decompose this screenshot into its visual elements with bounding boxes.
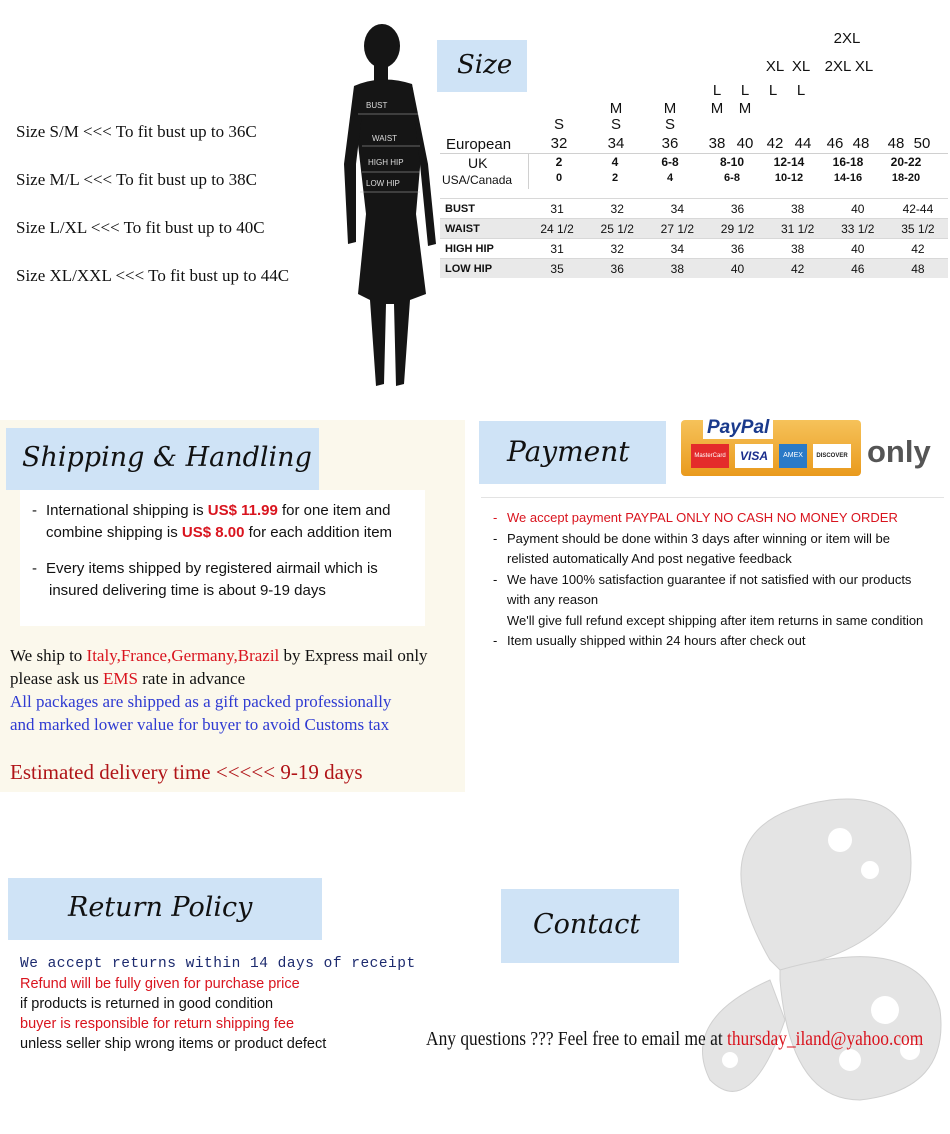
return-title: Return Policy <box>68 892 253 923</box>
return-line: if products is returned in good condition <box>20 996 274 1012</box>
contact-email-link[interactable]: thursday_iland@yahoo.com <box>727 1028 924 1050</box>
return-line: unless seller ship wrong items or product defect <box>20 1036 327 1052</box>
gift-line-2: and marked lower value for buyer to avoid Customs tax <box>10 715 390 734</box>
table-cell: 27 1/2 <box>647 219 707 239</box>
uk-size: 12-14 <box>773 155 805 169</box>
us-size: 6-8 <box>724 172 740 184</box>
payment-terms-box <box>481 497 944 652</box>
discover-icon: DISCOVER <box>813 444 851 468</box>
table-cell: 48 <box>888 259 948 279</box>
size-letter: XL <box>854 58 874 75</box>
table-cell: 36 <box>587 259 647 279</box>
contact-title-box <box>501 889 679 963</box>
size-letter: L <box>796 82 806 99</box>
payment-term: - We have 100% satisfaction guarantee if not satisfied with our products with any reason We'll give full refund except shipping after item returns in same condition <box>489 570 923 632</box>
uk-size: 16-18 <box>832 155 864 169</box>
size-letter: M <box>738 100 752 117</box>
table-cell: 42-44 <box>888 199 948 219</box>
table-cell: 35 <box>527 259 587 279</box>
price-additional-item: US$ 8.00 <box>181 524 245 541</box>
table-cell: 38 <box>647 259 707 279</box>
body-silhouette <box>340 14 450 399</box>
shipping-title: Shipping & Handling <box>22 442 312 473</box>
return-line: buyer is responsible for return shipping fee <box>20 1016 295 1032</box>
table-cell: 34 <box>647 199 707 219</box>
measurement-table <box>440 198 948 278</box>
us-size: 18-20 <box>891 172 921 184</box>
return-title-box <box>8 878 322 940</box>
table-row <box>440 239 948 259</box>
payment-title-box <box>479 421 666 484</box>
size-title: Size <box>457 50 513 80</box>
figure-label-waist: WAIST <box>372 134 398 143</box>
size-letter: S <box>553 116 564 133</box>
size-letter: 2XL <box>824 58 852 75</box>
payment-term: - Payment should be done within 3 days after winning or item will be relisted automatically And post negative feedback <box>489 529 923 570</box>
eu-size: 42 <box>766 135 784 152</box>
table-cell: 33 1/2 <box>828 219 888 239</box>
paypal-badge <box>681 417 861 476</box>
table-row <box>440 199 948 219</box>
table-cell: 38 <box>768 199 828 219</box>
contact-line: Any questions ??? Feel free to email me at thursday_iland@yahoo.com <box>426 1028 924 1050</box>
delivery-estimate: Estimated delivery time <<<<< 9-19 days <box>10 760 363 784</box>
mastercard-icon: MasterCard <box>691 444 729 468</box>
eu-size: 38 <box>708 135 726 152</box>
fit-line: Size S/M <<< To fit bust up to 36C <box>16 122 257 141</box>
eu-size: 34 <box>607 135 625 152</box>
airmail-line: - Every items shipped by registered airmail which is insured delivering time is about 9-19 days <box>28 558 392 602</box>
express-info <box>10 644 428 736</box>
contact-title: Contact <box>533 909 641 940</box>
size-letter: L <box>740 82 750 99</box>
table-cell: 46 <box>828 259 888 279</box>
return-terms <box>20 954 416 1054</box>
eu-size: 50 <box>913 135 931 152</box>
size-letter: M <box>609 100 623 117</box>
table-cell: 34 <box>647 239 707 259</box>
table-cell: 40 <box>828 239 888 259</box>
eu-size: 44 <box>794 135 812 152</box>
fit-line: Size M/L <<< To fit bust up to 38C <box>16 170 258 189</box>
size-letter: XL <box>765 58 785 75</box>
table-cell: 40 <box>828 199 888 219</box>
paypal-logo: PayPal <box>703 417 773 439</box>
table-cell: 42 <box>768 259 828 279</box>
size-letter: 2XL <box>833 30 861 47</box>
size-letter: S <box>610 116 621 133</box>
eu-size: 48 <box>887 135 905 152</box>
eu-size: 46 <box>826 135 844 152</box>
paypal-only: only <box>867 434 931 469</box>
table-row <box>440 259 948 279</box>
size-letter: L <box>768 82 778 99</box>
payment-term: - We accept payment PAYPAL ONLY NO CASH NO MONEY ORDER <box>489 508 923 529</box>
table-row <box>440 219 948 239</box>
fit-line: Size XL/XXL <<< To fit bust up to 44C <box>16 266 290 285</box>
uk-size: 8-10 <box>719 155 745 169</box>
uk-size: 6-8 <box>661 155 679 169</box>
table-cell: 42 <box>888 239 948 259</box>
ems-line: please ask us EMS rate in advance <box>10 669 246 688</box>
table-cell: 36 <box>707 199 767 219</box>
amex-icon: AMEX <box>779 444 807 468</box>
uk-size: 4 <box>611 155 619 169</box>
payment-term: - Item usually shipped within 24 hours after check out <box>489 631 923 652</box>
us-size: 4 <box>666 172 674 184</box>
gift-line-1: All packages are shipped as a gift packed professionally <box>10 692 392 711</box>
uk-size: 20-22 <box>890 155 922 169</box>
table-cell: 32 <box>587 199 647 219</box>
eu-size: 48 <box>852 135 870 152</box>
table-cell: 29 1/2 <box>707 219 767 239</box>
us-size: 2 <box>611 172 619 184</box>
european-label: European <box>446 136 512 153</box>
table-cell: 40 <box>707 259 767 279</box>
row-label: BUST <box>440 199 527 219</box>
size-title-box <box>437 40 527 92</box>
table-cell: 24 1/2 <box>527 219 587 239</box>
visa-icon: VISA <box>735 444 773 468</box>
table-cell: 31 <box>527 239 587 259</box>
size-letter: M <box>663 100 677 117</box>
table-cell: 31 1/2 <box>768 219 828 239</box>
table-cell: 36 <box>707 239 767 259</box>
table-cell: 31 <box>527 199 587 219</box>
size-letter: S <box>664 116 675 133</box>
figure-label-bust: BUST <box>366 101 388 110</box>
table-cell: 32 <box>587 239 647 259</box>
us-size: 14-16 <box>833 172 863 184</box>
size-letter: XL <box>791 58 811 75</box>
row-label: WAIST <box>440 219 527 239</box>
table-cell: 35 1/2 <box>888 219 948 239</box>
header-rule <box>440 153 948 154</box>
shipping-rate-line: - International shipping is US$ 11.99 for one item and combine shipping is US$ 8.00 for each addition item <box>28 500 392 544</box>
shipping-title-box <box>6 428 319 490</box>
figure-label-low-hip: LOW HIP <box>366 179 400 188</box>
eu-size: 40 <box>736 135 754 152</box>
shipping-rates-box <box>20 490 425 626</box>
us-size: 10-12 <box>774 172 804 184</box>
return-line: We accept returns within 14 days of receipt <box>20 956 416 972</box>
row-label: HIGH HIP <box>440 239 527 259</box>
payment-title: Payment <box>507 435 630 468</box>
us-size: 0 <box>555 172 563 184</box>
fit-line: Size L/XL <<< To fit bust up to 40C <box>16 218 265 237</box>
table-cell: 25 1/2 <box>587 219 647 239</box>
eu-size: 36 <box>661 135 679 152</box>
figure-label-high-hip: HIGH HIP <box>368 158 404 167</box>
row-label: LOW HIP <box>440 259 527 279</box>
size-letter: M <box>710 100 724 117</box>
return-line: Refund will be fully given for purchase price <box>20 976 300 992</box>
uk-label: UK <box>468 155 488 171</box>
usa-label: USA/Canada <box>442 173 513 187</box>
table-cell: 38 <box>768 239 828 259</box>
uk-size: 2 <box>555 155 563 169</box>
price-one-item: US$ 11.99 <box>207 502 278 519</box>
express-line: We ship to Italy,France,Germany,Brazil by Express mail only <box>10 646 428 665</box>
eu-size: 32 <box>550 135 568 152</box>
size-letter: L <box>712 82 722 99</box>
